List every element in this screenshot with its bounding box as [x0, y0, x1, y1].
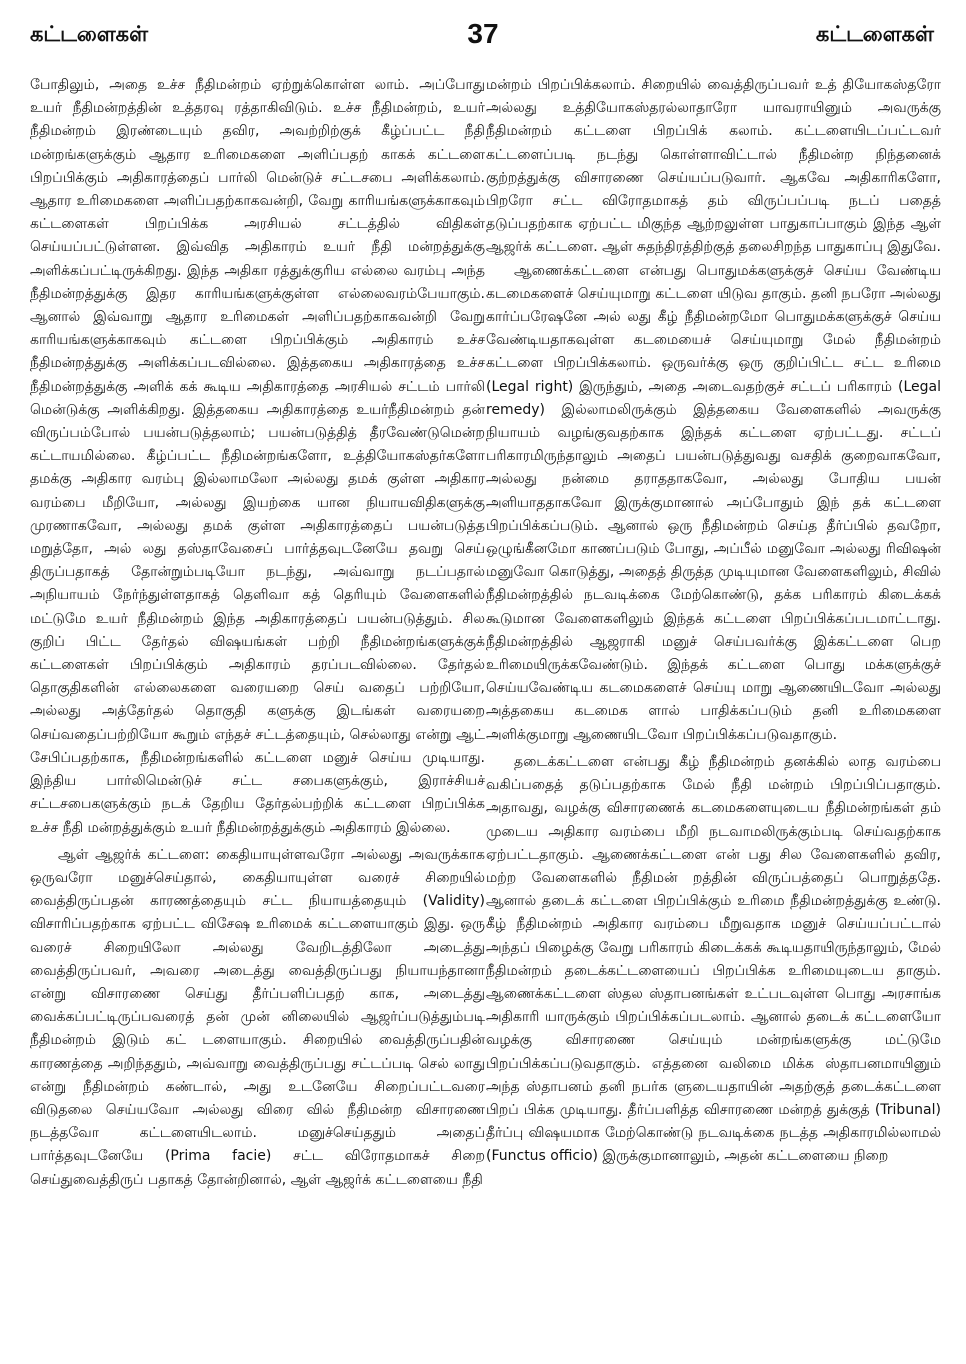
running-head-left: கட்டளைகள் [30, 22, 149, 46]
left-paragraph-2: ஆள் ஆஜர்க் கட்டளை: கைதியாயுள்ளவரோ அல்லது அவருக்காக ஒருவரோ மனுச்செய்தால், கைதியாயுள்ள வரைச் சிறையில் வைத்திருப்பதன் காரணத்தையும் சட்ட நியாயத்தையும் (Validity) விசாரிப்பதற்காக ஏற்பட்ட விசேஷ உரிமைக் கட்டளையாகும் இது. ஒரு வரைச் சிறையிலோ அல்லது வேறிடத்திலோ அடைத்து வைத்திருப்பவர், அவரை அடைத்து வைத்திருப்பது நியாயந்தானா என்று விசாரணை செய்து தீர்ப்பளிப்பதற் காக, அடைத்து வைக்கப்பட்டிருப்பவரைத் தன் முன் னிலையில் ஆஜர்ப்படுத்தும்படி நீதிமன்றம் இடும் கட் டளையாகும். சிறையில் வைத்திருப்பதின் காரணத்தை அறிந்ததும், அவ்வாறு வைத்திருப்பது சட்டப்படி செல் லாது என்று நீதிமன்றம் கண்டால், அது உடனேயே சிறைப்பட்டவரை விடுதலை செய்யவோ அல்லது விரை வில் நீதிமன்ற விசாரணை நடத்தவோ கட்டளையிடலாம். மனுச்செய்ததும் அதைப் பார்த்தவுடனேயே (Prima facie) சட்ட விரோதமாகச் சிறை செய்துவைத்திருப் பதாகத் தோன்றினால், ஆள் ஆஜர்க் கட்டளையை நீதி [30, 846, 485, 1188]
left-column [30, 74, 485, 1192]
page-number: 37 [467, 18, 499, 49]
right-paragraph-1: மன்றம் பிறப்பிக்கலாம். சிறையில் வைத்திருப்பவர் உத் தியோகஸ்தரோ அல்லது உத்தியோகஸ்தரல்லாதாரோ யாவராயினும் அவருக்கு நீதிமன்றம் கட்டளை பிறப்பிக் கலாம். கட்டளையிடப்பட்டவர் கட்டளைப்படி நடந்து கொள்ளாவிட்டால் நீதிமன்ற நிந்தனைக் குற்றத்துக்கு விசாரணை செய்யப்படுவார். ஆகவே அதிகாரிகளோ, பிறரோ சட்ட விரோதமாகத் தம் விருப்பப்படி நடப் பதைத் தடுப்பதற்காக ஏற்பட்ட மிகுந்த ஆற்றலுள்ள பாதுகாப்பாகும் இந்த ஆள் ஆஜர்க் கட்டளை. ஆள் சுதந்திரத்திற்குத் தலைசிறந்த பாதுகாப்பு இதுவே. [486, 77, 941, 256]
right-paragraph-3: தடைக்கட்டளை என்பது கீழ் நீதிமன்றம் தனக்கில் லாத வரம்பை வகிப்பதைத் தடுப்பதற்காக மேல் நீதி மன்றம் பிறப்பிப்பதாகும். அதாவது, வழக்கு விசாரணைக் கடமைகளையுடைய நீதிமன்றங்கள் தம் முடைய அதிகார வரம்பை மீறி நடவாமலிருக்கும்படி செய்வதற்காக ஏற்பட்டதாகும். ஆணைக்கட்டளை என் பது சில வேளைகளில் தவிர, மற்ற வேளைகளில் நீதிமன் றத்தின் விருப்பத்தைப் பொறுத்ததே. ஆனால் தடைக் கட்டளை பிறப்பிக்கும் உரிமை நீதிமன்றத்துக்கு உண்டு. கீழ் நீதிமன்றம் அதிகார வரம்பை மீறுவதாக மனுச் செய்யப்பட்டால் அந்தப் பிழைக்கு வேறு பரிகாரம் கிடைக்கக் கூடியதாயிருந்தாலும், மேல் நீதிமன்றம் தடைக்கட்டளையைப் பிறப்பிக்க உரிமையுடைய தாகும். ஆணைக்கட்டளை ஸ்தல ஸ்தாபனங்கள் உட்படவுள்ள பொது அரசாங்க அதிகாரி யாருக்கும் பிறப்பிக்கப்படலாம். ஆனால் தடைக் கட்டளையோ வழக்கு விசாரணை செய்யும் மன்றங்களுக்கு மட்டுமே பிறப்பிக்கப்படுவதாகும். எத்தனை வலிமை மிக்க ஸ்தாபனமாயினும் அந்த ஸ்தாபனம் தனி நபர்க ளுடையதாயின் அதற்குத் தடைக்கட்டளை பிறப் பிக்க முடியாது. தீர்ப்பளித்த விசாரணை மன்றத் துக்குத் (Tribunal) தீர்ப்பு விஷயமாக மேற்கொண்டு நடவடிக்கை நடத்த அதிகாரமில்லாமல் (Functus officio) இருக்குமானாலும், அதன் கட்டளையை நிறை [486, 753, 941, 1165]
right-paragraph-2: ஆணைக்கட்டளை என்பது பொதுமக்களுக்குச் செய்ய வேண்டிய கடமைகளைச் செய்யுமாறு கட்டளை யிடுவ தாகும். தனி நபரோ அல்லது கார்ப்பரேஷனே அல் லது கீழ் நீதிமன்றமோ பொதுமக்களுக்குச் செய்ய வேண்டியதாகவுள்ள கடமையைச் செய்யுமாறு மேல் நீதிமன்றம் கட்டளை பிறப்பிக்கலாம். ஒருவர்க்கு ஒரு குறிப்பிட்ட சட்ட உரிமை (Legal right) இருந்தும், அதை அடைவதற்குச் சட்டப் பரிகாரம் (Legal remedy) இல்லாமலிருக்கும் இத்தகைய வேளைகளில் அவருக்கு நியாயம் வழங்குவதற்காக இந்தக் கட்டளை ஏற்பட்டது. சட்டப் பரிகாரமிருந்தாலும் அதைப் பயன்படுத்துவது வசதிக் குறைவாகவோ, அல்லது நன்மை தராததாகவோ, அல்லது போதிய பயன் அளியாததாகவோ இருக்குமானால் அப்போதும் இந் தக் கட்டளை பிறப்பிக்கப்படும். ஆனால் ஒரு நீதிமன்றம் செய்த தீர்ப்பில் தவறோ, ஒழுங்கீனமோ காணப்படும் போது, அப்பீல் மனுவோ அல்லது ரிவிஷன் மனுவோ கொடுத்து, அதைத் திருத்த முடியுமான வேளைகளிலும், சிவில் நீதிமன்றத்தில் நடவடிக்கை மேற்கொண்டு, தக்க பரிகாரம் கிடைக்கக் கூடுமான வேளைகளிலும் இந்தக் கட்டளை பிறப்பிக்கப்படமாட்டாது. நீதிமன்றத்தில் ஆஜராகி மனுச் செய்பவர்க்கு இக்கட்டளை பெற உரிமையிருக்கவேண்டும். இந்தக் கட்டளை பொது மக்களுக்குச் செய்யவேண்டிய கடமைகளைச் செய்யு மாறு ஆணையிடவோ அல்லது அத்தகைய கடமைக ளால் பாதிக்கப்படும் தனி உரிமைகளை அளிக்குமாறு ஆணையிடவோ பிறப்பிக்கப்படுவதாகும். [486, 262, 941, 743]
right-column [486, 74, 941, 1169]
page-header [0, 0, 966, 62]
running-head-right: கட்டளைகள் [815, 22, 934, 46]
left-paragraph-1: போதிலும், அதை உச்ச நீதிமன்றம் ஏற்றுக்கொள்ள லாம். அப்போது உயர் நீதிமன்றத்தின் உத்தரவு ரத்தாகிவிடும். உச்ச நீதிமன்றம், உயர் நீதிமன்றம் இரண்டையும் தவிர, அவற்றிற்குக் கீழ்ப்பட்ட நீதி மன்றங்களுக்கும் ஆதார உரிமைகளை அளிப்பதற் காகக் கட்டளை பிறப்பிக்கும் அதிகாரத்தைப் பார்லி மென்டுச் சட்டசபை அளிக்கலாம். ஆதார உரிமைகளை அளிப்பதற்காகவன்றி, வேறு காரியங்களுக்காகவும் கட்டளைகள் பிறப்பிக்க அரசியல் சட்டத்தில் விதிகள் செய்யப்பட்டுள்ளன. இவ்வித அதிகாரம் உயர் நீதி மன்றத்துக்கு அளிக்கப்பட்டிருக்கிறது. இந்த அதிகா ரத்துக்குரிய எல்லை வரம்பு அந்த நீதிமன்றத்துக்கு இதர காரியங்களுக்குள்ள எல்லைவரம்பேயாகும். ஆனால் இவ்வாறு ஆதார உரிமைகள் அளிப்பதற்காகவன்றி வேறு காரியங்களுக்காகவும் கட்டளை பிறப்பிக்கும் அதிகாரம் உச்ச நீதிமன்றத்துக்கு அளிக்கப்படவில்லை. இத்தகைய அதிகாரத்தை உச்ச நீதிமன்றத்துக்கு அளிக் கக் கூடிய அதிகாரத்தை அரசியல் சட்டம் பார்லி மென்டுக்கு அளிக்கிறது. இத்தகைய அதிகாரத்தை உயர்நீதிமன்றம் தன் விருப்பம்போல் பயன்படுத்தலாம்; பயன்படுத்தித் தீரவேண்டுமென்ற கட்டாயமில்லை. கீழ்ப்பட்ட நீதிமன்றங்களோ, உத்தியோகஸ்தர்களோ தமக்கு அதிகார வரம்பு இல்லாமலோ அல்லது தமக் குள்ள அதிகார வரம்பை மீறியோ, அல்லது இயற்கை யான நியாயவிதிகளுக்கு முரணாகவோ, அல்லது தமக் குள்ள அதிகாரத்தைப் பயன்படுத்த மறுத்தோ, அல் லது தஸ்தாவேசைப் பார்த்தவுடனேயே தவறு செய் திருப்பதாகத் தோன்றும்படியோ நடந்து, அவ்வாறு நடப்பதால் அநியாயம் நேர்ந்துள்ளதாகத் தெளிவா கத் தெரியும் வேளைகளில் மட்டுமே உயர் நீதிமன்றம் இந்த அதிகாரத்தைப் பயன்படுத்தும். சில குறிப் பிட்ட தேர்தல் விஷயங்கள் பற்றி நீதிமன்றங்களுக்குக் கட்டளைகள் பிறப்பிக்கும் அதிகாரம் தரப்படவில்லை. தேர்தல் தொகுதிகளின் எல்லைகளை வரையறை செய் வதைப் பற்றியோ, அல்லது அத்தேர்தல் தொகுதி களுக்கு இடங்கள் வரையறை செய்வதைப்பற்றியோ கூறும் எந்தச் சட்டத்தையும், செல்லாது என்று ஆட் சேபிப்பதற்காக, நீதிமன்றங்களில் கட்டளை மனுச் செய்ய முடியாது. இந்திய பார்லிமென்டுச் சட்ட சபைகளுக்கும், இராச்சியச் சட்டசபைகளுக்கும் நடக் தேறிய தேர்தல்பற்றிக் கட்டளை பிறப்பிக்க உச்ச நீதி மன்றத்துக்கும் உயர் நீதிமன்றத்துக்கும் அதிகாரம் இல்லை. [30, 77, 485, 836]
